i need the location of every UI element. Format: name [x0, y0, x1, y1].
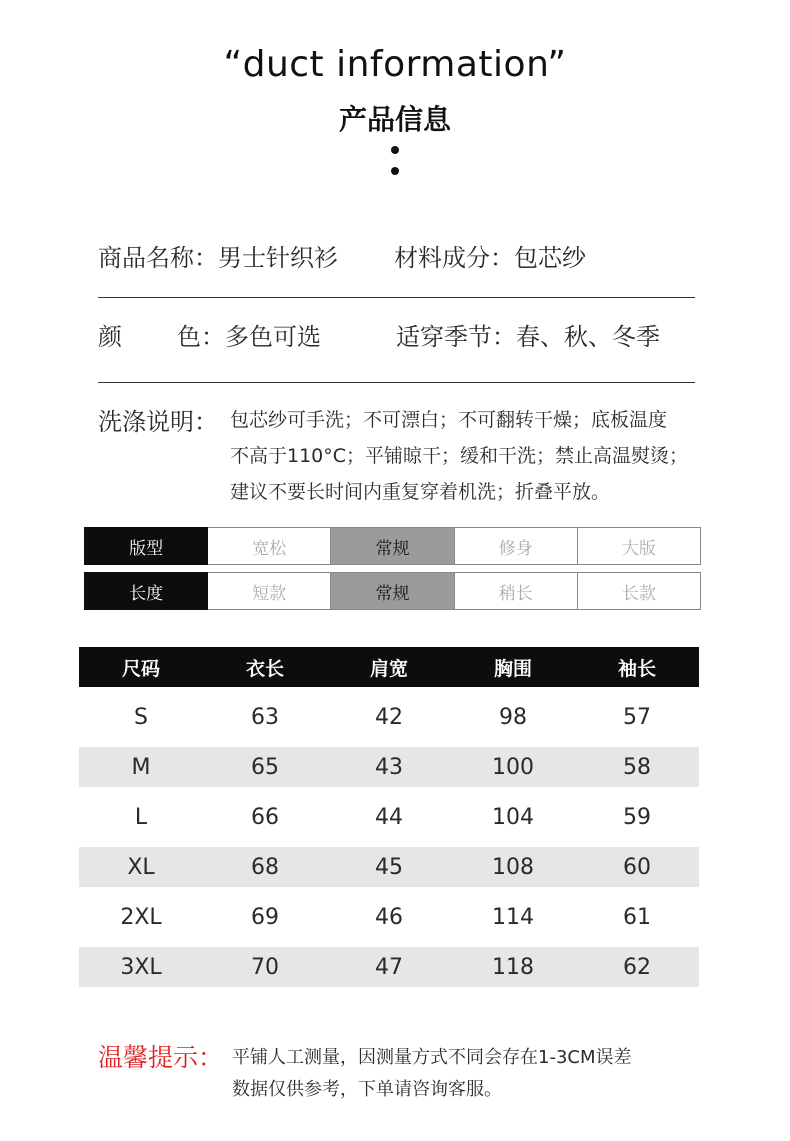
table-cell: 100 — [492, 754, 534, 780]
table-row — [79, 847, 699, 887]
wash-line: 不高于110°C；平铺晾干；缓和干洗；禁止高温熨烫； — [230, 445, 689, 467]
table-cell: 68 — [251, 854, 279, 880]
table-cell: 69 — [251, 904, 279, 930]
length-option: 长款 — [578, 572, 701, 610]
title-chinese: 产品信息 — [338, 103, 451, 136]
size-table — [79, 647, 699, 987]
table-cell: S — [134, 704, 148, 730]
table-cell: 61 — [623, 904, 651, 930]
column-header: 袖长 — [617, 657, 656, 680]
table-cell: 3XL — [120, 954, 162, 980]
table-row — [79, 697, 699, 737]
column-header: 肩宽 — [369, 657, 408, 680]
wash-instructions — [230, 402, 750, 510]
table-cell: 98 — [499, 704, 527, 730]
color-label-second: 色： — [177, 323, 225, 351]
fit-selector — [84, 527, 701, 565]
tip-line: 平铺人工测量，因测量方式不同会存在1-3CM误差 — [232, 1047, 632, 1068]
tip-line: 数据仅供参考，下单请咨询客服。 — [232, 1079, 502, 1100]
season-value: 春、秋、冬季 — [516, 323, 660, 351]
color-value: 多色可选 — [225, 323, 321, 351]
table-cell: L — [134, 804, 148, 830]
fit-option: 宽松 — [208, 527, 331, 565]
color-label-first: 颜 — [98, 323, 122, 351]
length-option: 稍长 — [455, 572, 578, 610]
fit-option-selected: 常规 — [331, 527, 454, 565]
length-selector — [84, 572, 701, 610]
table-cell: 45 — [375, 854, 403, 880]
length-option: 短款 — [208, 572, 331, 610]
table-cell: 47 — [375, 954, 403, 980]
dot-divider-bottom — [391, 167, 399, 175]
table-row — [79, 897, 699, 937]
tip-text — [232, 1042, 632, 1106]
product-name-label: 商品名称： — [98, 244, 218, 272]
table-cell: 46 — [375, 904, 403, 930]
length-option-selected: 常规 — [331, 572, 454, 610]
table-cell: 59 — [623, 804, 651, 830]
table-cell: M — [131, 754, 151, 780]
table-row — [79, 797, 699, 837]
material-row — [394, 238, 586, 273]
size-table-header — [79, 647, 699, 687]
table-cell: 57 — [623, 704, 651, 730]
dot-divider-top — [391, 146, 399, 154]
table-cell: 108 — [492, 854, 534, 880]
divider-line — [98, 297, 695, 298]
wash-line: 建议不要长时间内重复穿着机洗；折叠平放。 — [230, 481, 611, 503]
material-label: 材料成分： — [394, 244, 514, 272]
fit-option: 修身 — [455, 527, 578, 565]
table-cell: 118 — [492, 954, 534, 980]
table-row — [79, 947, 699, 987]
material-value: 包芯纱 — [514, 244, 586, 272]
season-row — [396, 317, 660, 352]
table-cell: 66 — [251, 804, 279, 830]
table-row — [79, 747, 699, 787]
tip-label: 温馨提示： — [98, 1043, 224, 1072]
wash-label: 洗涤说明： — [98, 408, 218, 436]
fit-label: 版型 — [84, 527, 208, 565]
table-cell: 42 — [375, 704, 403, 730]
table-cell: 65 — [251, 754, 279, 780]
fit-option: 大版 — [578, 527, 701, 565]
table-cell: 114 — [492, 904, 534, 930]
season-label: 适穿季节： — [396, 323, 516, 351]
length-label: 长度 — [84, 572, 208, 610]
table-cell: 104 — [492, 804, 534, 830]
product-name-value: 男士针织衫 — [218, 244, 338, 272]
table-cell: 60 — [623, 854, 651, 880]
title-english: “duct information” — [223, 44, 567, 85]
table-cell: 2XL — [120, 904, 162, 930]
product-name-row — [98, 238, 338, 273]
divider-line — [98, 382, 695, 383]
table-cell: 43 — [375, 754, 403, 780]
column-header: 衣长 — [245, 657, 284, 680]
table-cell: 62 — [623, 954, 651, 980]
table-cell: 63 — [251, 704, 279, 730]
table-cell: 70 — [251, 954, 279, 980]
column-header: 尺码 — [121, 657, 160, 680]
table-cell: 44 — [375, 804, 403, 830]
column-header: 胸围 — [493, 657, 532, 680]
color-row — [177, 317, 321, 352]
table-cell: XL — [127, 854, 155, 880]
table-cell: 58 — [623, 754, 651, 780]
wash-line: 包芯纱可手洗；不可漂白；不可翻转干燥；底板温度 — [230, 409, 668, 431]
